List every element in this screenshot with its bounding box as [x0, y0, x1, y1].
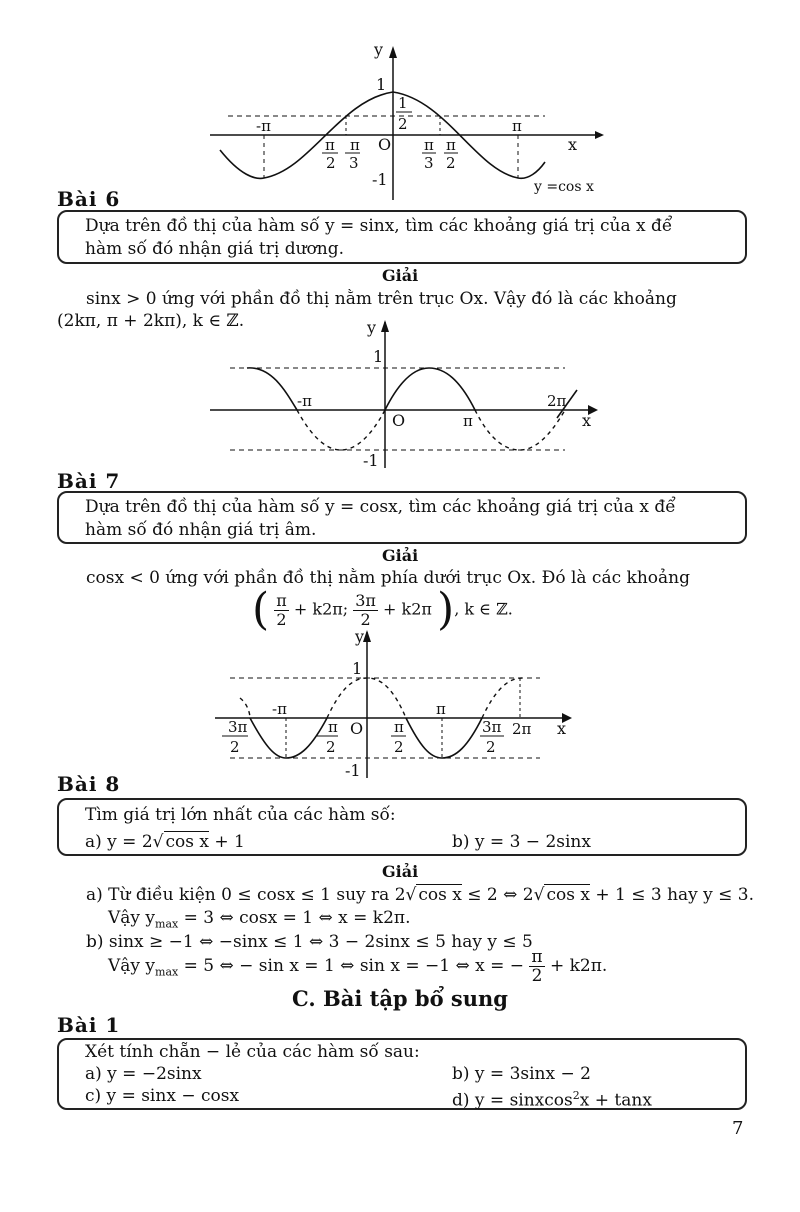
part-a-tail: + 1 — [214, 832, 245, 852]
sol-a1-post: + 1 ≤ 3 hay y ≤ 3. — [595, 885, 755, 905]
sol-a2-pre: Vậy y — [108, 908, 156, 928]
y-arrow-icon — [389, 46, 397, 58]
sol-b2-frac — [529, 948, 544, 985]
bai7-problem-line1: Dựa trên đồ thị của hàm số y = cosx, tìm các khoảng giá trị của x để — [85, 497, 676, 517]
bai6-problem-line2: hàm số đó nhận giá trị dương. — [85, 239, 345, 259]
y-arrow-icon — [363, 630, 371, 642]
bai1-title: Bài 1 — [57, 1013, 121, 1037]
part-a-label: a) y = 2 — [85, 832, 153, 852]
label-negpi2-num: π — [325, 136, 335, 154]
label-y-minus-one: -1 — [345, 761, 361, 780]
bai8-part-a — [85, 830, 245, 854]
label-negpi2-den: 2 — [326, 154, 336, 172]
label-half-den: 2 — [398, 115, 408, 133]
paren-left-icon: ( — [252, 584, 270, 635]
frac-num: π — [276, 590, 287, 610]
part-d-sup: 2 — [572, 1089, 580, 1102]
sqrt-icon: √ — [405, 885, 417, 905]
bai8-problem-line1: Tìm giá trị lớn nhất của các hàm số: — [85, 805, 396, 825]
bai8-sol-b1: b) sinx ≥ −1 ⇔ −sinx ≤ 1 ⇔ 3 − 2sinx ≤ 5 hay y ≤ 5 — [86, 932, 533, 952]
frac-den: 2 — [360, 609, 371, 629]
label-y-one: 1 — [373, 347, 384, 366]
y-arrow-icon — [381, 320, 389, 332]
label-neg-pi: -π — [256, 117, 271, 135]
label-pi: π — [463, 412, 473, 430]
sol-b2-rest: = 5 ⇔ − sin x = 1 ⇔ sin x = −1 ⇔ x = − — [183, 956, 524, 976]
bai8-sol-b2 — [108, 948, 607, 985]
label-pi: π — [512, 117, 522, 135]
label-origin: O — [350, 719, 364, 738]
sol-a2-sub: max — [155, 917, 179, 931]
label-x: x — [582, 411, 592, 430]
label-y: y — [355, 628, 365, 646]
sin-solid-left — [247, 368, 297, 410]
bai7-problem-box — [57, 491, 747, 544]
bai6-problem-line1: Dựa trên đồ thị của hàm số y = sinx, tìm các khoảng giá trị của x để — [85, 216, 673, 236]
frac-num: π — [531, 947, 543, 967]
label-y-one: 1 — [352, 659, 363, 678]
sin-solid-mid — [385, 368, 475, 410]
frac-den: 2 — [531, 966, 543, 986]
bai7-interval — [252, 584, 513, 635]
label-pi3-num: π — [424, 136, 434, 154]
frac-pi-2 — [274, 592, 289, 629]
sol-a1-mid: ≤ 2 ⇔ 2 — [467, 885, 534, 905]
int-b-rest: + k2π — [383, 599, 432, 619]
label-pi: π — [436, 700, 446, 718]
cos-solid-a — [250, 718, 327, 758]
bai6-title: Bài 6 — [57, 187, 121, 211]
label-negpi2-den: 2 — [326, 738, 336, 756]
label-neg3pi2-den: 2 — [230, 738, 240, 756]
label-pi2-num: π — [446, 136, 456, 154]
sol-a1-pre: a) Từ điều kiện 0 ≤ cosx ≤ 1 suy ra 2 — [86, 885, 406, 905]
paren-right-icon: ) — [437, 584, 455, 635]
label-x: x — [557, 719, 567, 738]
label-pi2-den: 2 — [394, 738, 404, 756]
bai8-title: Bài 8 — [57, 772, 121, 796]
part-d-post: x + tanx — [579, 1090, 652, 1111]
bai6-solution-line1: sinx > 0 ứng với phần đồ thị nằm trên trục Ox. Vậy đó là các khoảng — [86, 289, 677, 309]
int-tail: , k ∈ ℤ. — [454, 599, 513, 619]
cos-solid-b — [406, 718, 482, 758]
bai1-problem-box — [57, 1038, 747, 1110]
x-arrow-icon — [595, 131, 604, 139]
label-neg-pi: -π — [272, 700, 287, 718]
section-c-title: C. Bài tập bổ sung — [292, 986, 508, 1011]
sin-dash-left — [297, 410, 385, 450]
label-curve: y =cos x — [534, 179, 594, 195]
part-d-pre: d) y = sinxcos — [452, 1090, 573, 1111]
label-neg-pi: -π — [297, 392, 312, 410]
label-neg3pi2-num: 3π — [228, 718, 248, 736]
label-y-minus-one: -1 — [372, 170, 388, 189]
bai8-problem-box — [57, 798, 747, 856]
sol-a1-sqrt2: cos x — [546, 885, 590, 905]
label-y: y — [374, 40, 384, 59]
label-two-pi: 2π — [547, 392, 567, 410]
bai7-giai: Giải — [382, 546, 419, 565]
label-two-pi: 2π — [512, 720, 532, 738]
sol-b2-pre: Vậy y — [108, 956, 156, 976]
frac-3pi-2 — [353, 592, 378, 629]
label-y-one: 1 — [376, 75, 387, 94]
bai6-problem-box — [57, 210, 747, 264]
label-x: x — [568, 135, 578, 154]
label-half-num: 1 — [398, 94, 408, 112]
graph-cos-2 — [210, 628, 590, 780]
label-origin: O — [392, 411, 406, 430]
label-y-minus-one: -1 — [363, 451, 379, 470]
label-3pi2-den: 2 — [486, 738, 496, 756]
cos-dash-c — [482, 678, 522, 718]
bai6-solution-line2: (2kπ, π + 2kπ), k ∈ ℤ. — [57, 311, 245, 331]
label-origin: O — [378, 135, 392, 154]
bai1-part-d — [452, 1085, 652, 1112]
bai1-problem-line1: Xét tính chẵn − lẻ của các hàm số sau: — [85, 1042, 420, 1062]
label-y: y — [367, 318, 377, 337]
sol-a1-sqrt1: cos x — [418, 885, 462, 905]
bai8-part-b: b) y = 3 − 2sinx — [452, 832, 591, 852]
bai1-part-b: b) y = 3sinx − 2 — [452, 1064, 591, 1084]
graph-sin — [205, 318, 605, 470]
bai7-solution-line1: cosx < 0 ứng với phần đồ thị nằm phía dưới trục Ox. Đó là các khoảng — [86, 568, 690, 588]
label-pi2-den: 2 — [446, 154, 456, 172]
label-pi2-num: π — [394, 718, 404, 736]
label-3pi2-num: 3π — [482, 718, 502, 736]
sqrt-icon: √ — [533, 885, 545, 905]
bai6-giai: Giải — [382, 266, 419, 285]
graph-cos-1 — [200, 40, 610, 205]
int-a-rest: + k2π; — [293, 599, 349, 619]
frac-num: 3π — [355, 590, 376, 610]
label-negpi3-den: 3 — [349, 154, 359, 172]
cos-dash-a — [240, 698, 250, 718]
sol-b2-sub: max — [155, 965, 179, 979]
bai7-title: Bài 7 — [57, 469, 121, 493]
bai7-problem-line2: hàm số đó nhận giá trị âm. — [85, 520, 317, 540]
bai8-giai: Giải — [382, 862, 419, 881]
sin-dash-right — [475, 410, 565, 450]
label-negpi2-num: π — [328, 718, 338, 736]
page-number: 7 — [732, 1118, 744, 1139]
label-negpi3-num: π — [350, 136, 360, 154]
frac-den: 2 — [276, 609, 287, 629]
part-a-sqrt: cos x — [165, 832, 209, 852]
bai1-part-a: a) y = −2sinx — [85, 1064, 202, 1084]
label-pi3-den: 3 — [424, 154, 434, 172]
sol-a2-rest: = 3 ⇔ cosx = 1 ⇔ x = k2π. — [183, 908, 411, 928]
sqrt-icon: √ — [152, 832, 164, 852]
bai8-sol-a1 — [86, 883, 754, 907]
bai1-part-c: c) y = sinx − cosx — [85, 1086, 240, 1106]
sol-b2-tail: + k2π. — [549, 956, 608, 976]
